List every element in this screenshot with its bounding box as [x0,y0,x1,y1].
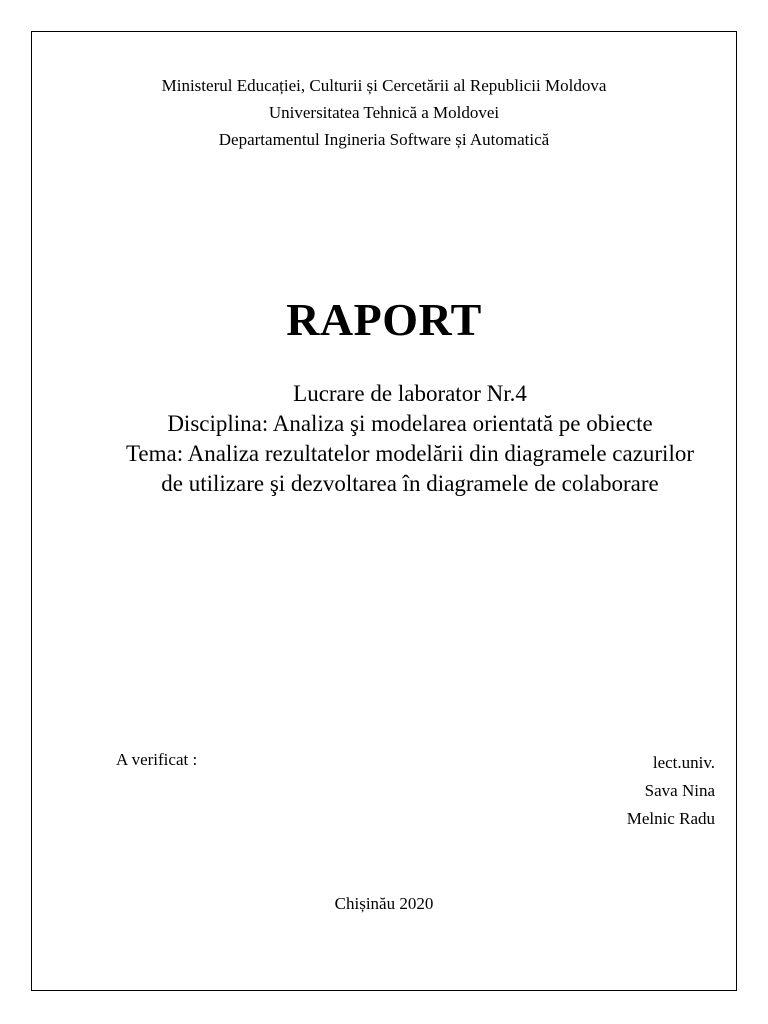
teacher-rank: lect.univ. [652,753,715,772]
report-subtitle [120,379,700,499]
institution-header [31,72,737,153]
department-name: Departamentul Ingineria Software și Automatică [218,130,550,149]
university-name: Universitatea Tehnică a Moldovei [268,103,500,122]
topic-line: Tema: Analiza rezultatelor modelării din diagramele cazurilor de utilizare şi dezvoltarea în diagramele de colaborare [125,441,694,496]
verified-label: A verificat : [116,750,198,769]
ministry-name: Ministerul Educației, Culturii și Cercetării al Republicii Moldova [161,76,607,95]
page-border [31,31,737,991]
teacher-name: Sava Nina [644,781,715,800]
place-year: Chișinău 2020 [334,894,434,913]
authors-block [627,749,715,833]
discipline-line: Disciplina: Analiza şi modelarea orientată pe obiecte [167,411,653,436]
student-name: Melnic Radu [626,809,715,828]
lab-number: Lucrare de laborator Nr.4 [293,381,527,406]
document-title: RAPORT [286,294,482,345]
